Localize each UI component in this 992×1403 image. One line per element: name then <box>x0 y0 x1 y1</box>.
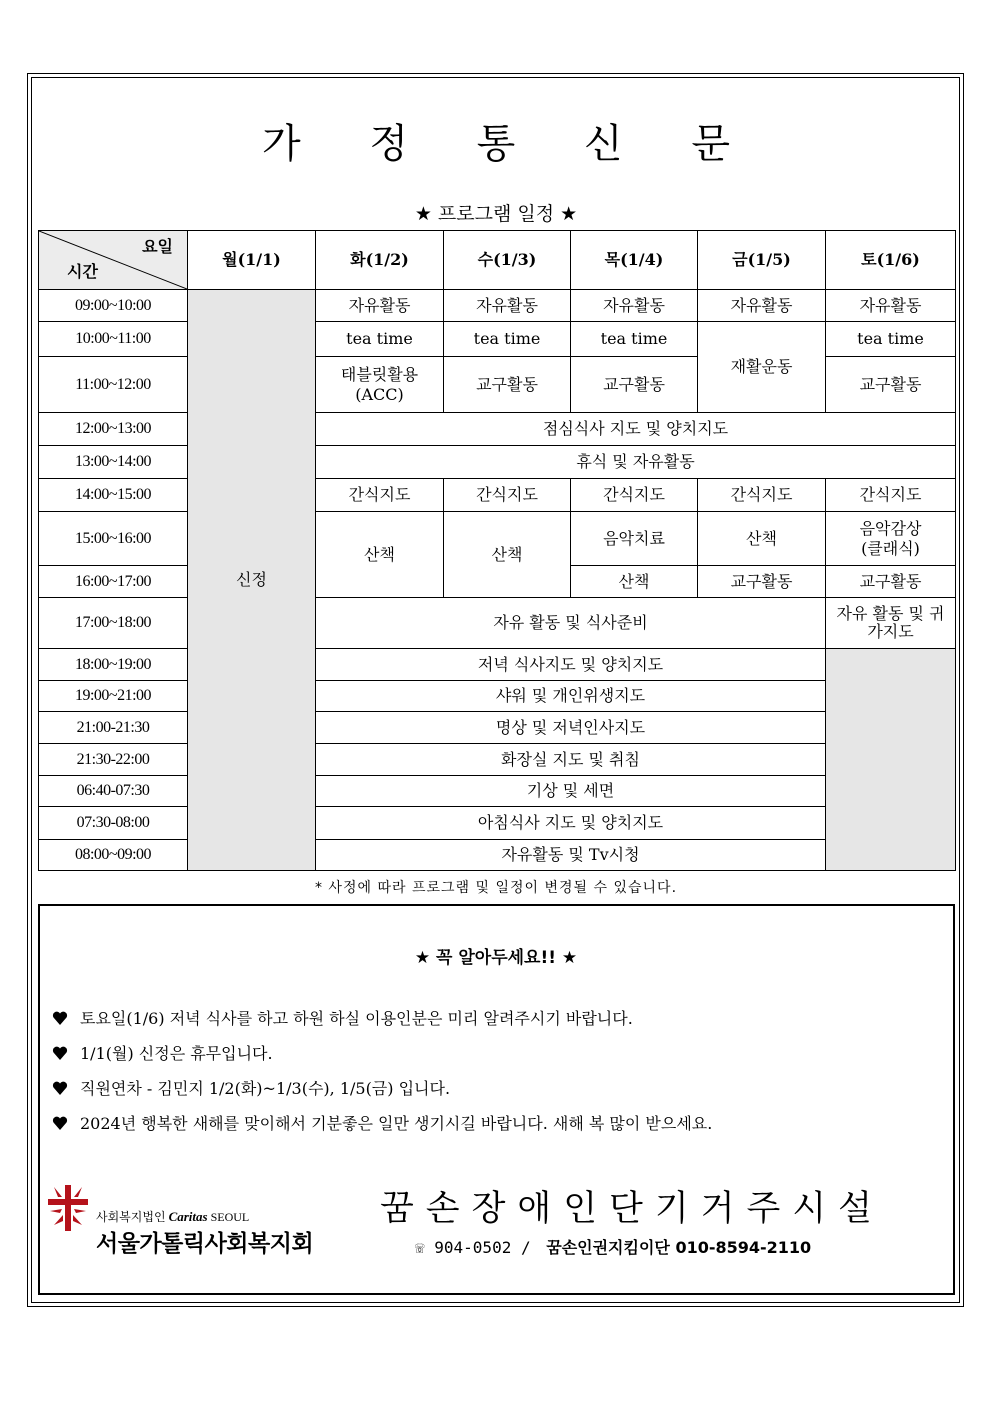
activity-cell: 자유활동 <box>698 290 826 322</box>
activity-cell: 자유활동 <box>444 290 571 322</box>
activity-cell: 간식지도 <box>444 479 571 512</box>
table-row <box>39 322 956 357</box>
heart-icon <box>52 1115 68 1131</box>
table-row <box>39 776 956 807</box>
time-cell: 18:00~19:00 <box>39 649 188 681</box>
schedule-heading: ★ 프로그램 일정 ★ <box>414 203 578 225</box>
logo-prefix: 사회복지법인 <box>96 1210 166 1224</box>
table-row <box>39 598 956 649</box>
heart-icon <box>52 1080 68 1096</box>
table-row <box>39 744 956 776</box>
time-cell: 19:00~21:00 <box>39 681 188 712</box>
table-header-row <box>39 231 956 290</box>
day-header: 수(1/3) <box>444 231 571 290</box>
activity-cell: 샤워 및 개인위생지도 <box>316 681 826 712</box>
activity-cell: tea time <box>571 322 698 357</box>
activity-cell: 음악감상(클래식) <box>826 512 956 566</box>
corner-day-label: 요일 <box>142 237 173 256</box>
schedule-table <box>38 230 956 871</box>
rights-team-contact: 꿈손인권지킴이단 010-8594-2110 <box>546 1238 812 1257</box>
table-row <box>39 649 956 681</box>
activity-cell: 산책 <box>571 566 698 598</box>
time-cell: 15:00~16:00 <box>39 512 188 566</box>
activity-cell: tea time <box>826 322 956 357</box>
activity-cell: 간식지도 <box>571 479 698 512</box>
activity-cell: 아침식사 지도 및 양치지도 <box>316 807 826 840</box>
activity-cell: 점심식사 지도 및 양치지도 <box>316 413 956 446</box>
heart-icon <box>52 1045 68 1061</box>
activity-cell: 저녁 식사지도 및 양치지도 <box>316 649 826 681</box>
activity-cell: 자유 활동 및 귀가지도 <box>826 598 956 649</box>
activity-cell: 교구활동 <box>826 566 956 598</box>
time-cell: 16:00~17:00 <box>39 566 188 598</box>
contact-line <box>415 1235 811 1258</box>
activity-cell: 자유활동 <box>826 290 956 322</box>
activity-cell: 음악치료 <box>571 512 698 566</box>
table-row <box>39 512 956 566</box>
activity-cell: 산책 <box>698 512 826 566</box>
time-cell: 17:00~18:00 <box>39 598 188 649</box>
table-row <box>39 446 956 479</box>
logo-org-name: 서울가톨릭사회복지회 <box>96 1231 314 1257</box>
table-row <box>39 413 956 446</box>
activity-cell: 자유활동 <box>571 290 698 322</box>
day-header: 금(1/5) <box>698 231 826 290</box>
activity-cell: 간식지도 <box>698 479 826 512</box>
activity-cell: 화장실 지도 및 취침 <box>316 744 826 776</box>
monday-holiday-cell: 신정 <box>188 290 316 871</box>
logo-brand: Caritas <box>168 1209 208 1224</box>
notice-text: 토요일(1/6) 저녁 식사를 하고 하원 하실 이용인분은 미리 알려주시기 바랍니다. <box>80 1009 633 1028</box>
time-cell: 09:00~10:00 <box>39 290 188 322</box>
time-cell: 11:00~12:00 <box>39 357 188 413</box>
activity-cell: 재활운동 <box>698 322 826 413</box>
activity-cell: 간식지도 <box>316 479 444 512</box>
list-item <box>52 1070 712 1105</box>
activity-cell: 교구활동 <box>571 357 698 413</box>
activity-cell: 간식지도 <box>826 479 956 512</box>
notice-text: 2024년 행복한 새해를 맞이해서 기분좋은 일만 생기시길 바랍니다. 새해 복 많이 받으세요. <box>80 1114 713 1133</box>
table-row <box>39 479 956 512</box>
heart-icon <box>52 1010 68 1026</box>
table-row <box>39 681 956 712</box>
time-cell: 13:00~14:00 <box>39 446 188 479</box>
logo-subtitle <box>96 1208 249 1225</box>
activity-cell: 휴식 및 자유활동 <box>316 446 956 479</box>
logo-city: SEOUL <box>210 1210 250 1224</box>
corner-time-label: 시간 <box>67 261 98 281</box>
notice-list <box>52 1000 712 1140</box>
activity-cell: 교구활동 <box>826 357 956 413</box>
notice-title: ★ 꼭 알아두세요!! ★ <box>414 948 578 968</box>
activity-cell: tea time <box>316 322 444 357</box>
activity-cell: 교구활동 <box>444 357 571 413</box>
table-row <box>39 712 956 744</box>
activity-cell: 자유활동 및 Tv시청 <box>316 840 826 871</box>
day-header: 화(1/2) <box>316 231 444 290</box>
time-cell: 08:00~09:00 <box>39 840 188 871</box>
caritas-logo <box>46 1183 316 1257</box>
notice-text: 1/1(월) 신정은 휴무입니다. <box>80 1044 273 1063</box>
list-item <box>52 1035 712 1070</box>
activity-cell: 산책 <box>444 512 571 598</box>
activity-cell: tea time <box>444 322 571 357</box>
day-header: 월(1/1) <box>188 231 316 290</box>
day-header: 토(1/6) <box>826 231 956 290</box>
day-header: 목(1/4) <box>571 231 698 290</box>
notice-text: 직원연차 - 김민지 1/2(화)~1/3(수), 1/5(금) 입니다. <box>80 1079 451 1098</box>
activity-cell: 태블릿활용(ACC) <box>316 357 444 413</box>
time-cell: 14:00~15:00 <box>39 479 188 512</box>
list-item <box>52 1000 712 1035</box>
table-row <box>39 807 956 840</box>
caritas-cross-icon <box>46 1183 90 1233</box>
activity-cell: 명상 및 저녁인사지도 <box>316 712 826 744</box>
phone-number: ☏ 904-0502 / <box>415 1238 531 1257</box>
page-title: 가 정 통 신 문 <box>261 121 759 167</box>
list-item <box>52 1105 712 1140</box>
activity-cell: 자유활동 <box>316 290 444 322</box>
time-cell: 07:30-08:00 <box>39 807 188 840</box>
activity-cell: 교구활동 <box>698 566 826 598</box>
time-cell: 21:30-22:00 <box>39 744 188 776</box>
time-cell: 06:40-07:30 <box>39 776 188 807</box>
saturday-empty-cell <box>826 649 956 871</box>
activity-cell: 산책 <box>316 512 444 598</box>
schedule-note: * 사정에 따라 프로그램 및 일정이 변경될 수 있습니다. <box>314 880 678 896</box>
time-cell: 10:00~11:00 <box>39 322 188 357</box>
activity-cell: 기상 및 세면 <box>316 776 826 807</box>
corner-cell <box>39 231 188 290</box>
time-cell: 21:00-21:30 <box>39 712 188 744</box>
table-row <box>39 290 956 322</box>
activity-cell: 자유 활동 및 식사준비 <box>316 598 826 649</box>
time-cell: 12:00~13:00 <box>39 413 188 446</box>
table-row <box>39 840 956 871</box>
facility-name: 꿈손장애인단기거주시설 <box>380 1189 884 1229</box>
